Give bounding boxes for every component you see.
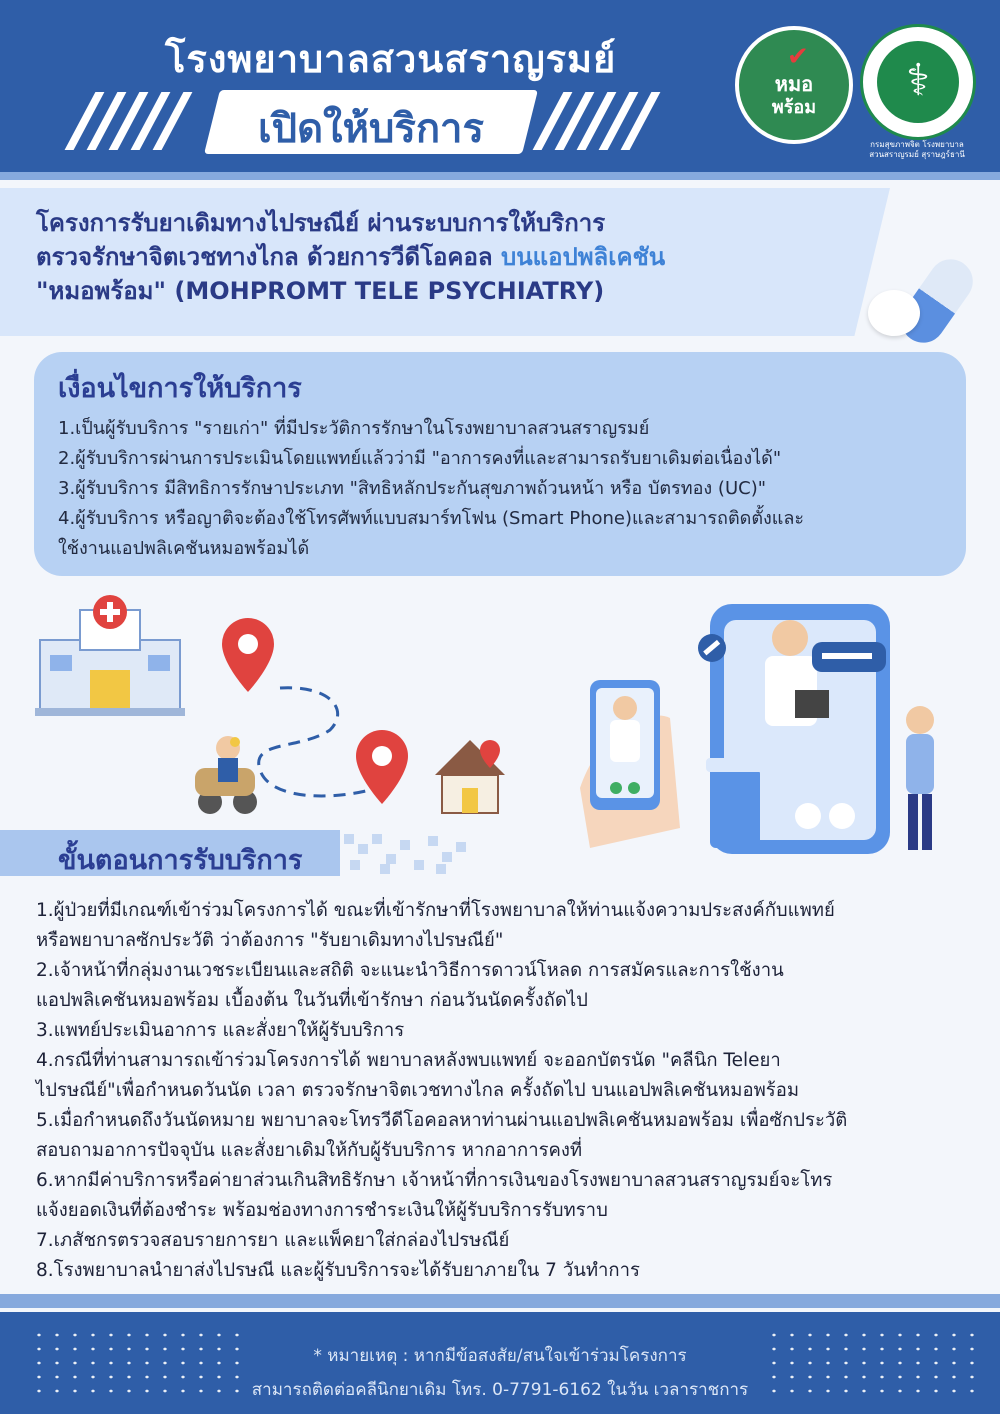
- step-item: 3.แพทย์ประเมินอาการ และสั่งยาให้ผู้รับบริการ: [36, 1020, 405, 1041]
- decor-dots-left: [30, 1328, 240, 1398]
- header-stripe: [0, 172, 1000, 180]
- condition-item: 2.ผู้รับบริการผ่านการประเมินโดยแพทย์แล้วว่ามี "อาการคงที่และสามารถรับยาเดิมต่อเนื่องได้": [58, 448, 782, 469]
- step-item: 7.เภสัชกรตรวจสอบรายการยา และแพ็คยาใส่กล่องไปรษณีย์: [36, 1230, 510, 1251]
- mohpromt-logo: [735, 26, 853, 144]
- delivery-scooter-icon: [195, 736, 257, 814]
- step-item: 1.ผู้ป่วยที่มีเกณฑ์เข้าร่วมโครงการได้ ขณะที่เข้ารักษาที่โรงพยาบาลให้ท่านแจ้งความประสงค์กับแพทย์: [36, 900, 835, 921]
- medicine-bottle-icon: [706, 758, 764, 848]
- hospital-icon: [35, 595, 185, 716]
- step-item: 4.กรณีที่ท่านสามารถเข้าร่วมโครงการได้ พยาบาลหลังพบแพทย์ จะออกบัตรนัด "คลีนิก Teleยา: [36, 1050, 781, 1071]
- step-item: แจ้งยอดเงินที่ต้องชำระ พร้อมช่องทางการชำระเงินให้ผู้รับบริการรับทราบ: [36, 1200, 608, 1221]
- steps-title: ขั้นตอนการรับบริการ: [58, 845, 303, 876]
- step-item: ไปรษณีย์"เพื่อกำหนดวันนัด เวลา ตรวจรักษาจิตเวชทางไกล ครั้งถัดไป บนแอปพลิเคชันหมอพร้อม: [36, 1080, 800, 1101]
- conditions-list: [58, 414, 948, 564]
- condition-item: 3.ผู้รับบริการ มีสิทธิการรักษาประเภท "สิทธิหลักประกันสุขภาพถ้วนหน้า หรือ บัตรทอง (UC)": [58, 478, 767, 499]
- condition-item: 1.เป็นผู้รับบริการ "รายเก่า" ที่มีประวัติการรักษาในโรงพยาบาลสวนสราญรมย์: [58, 418, 650, 439]
- footer-note: * หมายเหตุ : หากมีข้อสงสัย/สนใจเข้าร่วมโครงการ: [313, 1346, 687, 1366]
- project-title-part1: โครงการรับยาเดิมทางไปรษณีย์ ผ่านระบบการให้บริการ: [36, 209, 606, 237]
- decor-pixel-pattern: [340, 830, 470, 876]
- house-icon: [435, 740, 505, 813]
- step-item: แอปพลิเคชันหมอพร้อม เบื้องต้น ในวันที่เข้ารักษา ก่อนวันนัดครั้งถัดไป: [36, 990, 588, 1011]
- steps-list: [36, 896, 966, 1286]
- step-item: สอบถามอาการปัจจุบัน และสั่งยาเดิมให้กับผู้รับบริการ หากอาการคงที่: [36, 1140, 583, 1161]
- mohpromt-logo-line1: หมอ: [774, 72, 814, 96]
- ministry-public-health-logo: [860, 24, 976, 140]
- delivery-route-illustration: [30, 590, 550, 830]
- caduceus-icon: ⚕: [906, 55, 930, 106]
- condition-item: ใช้งานแอปพลิเคชันหมอพร้อมได้: [58, 538, 310, 559]
- step-item: 8.โรงพยาบาลนำยาส่งไปรษณี และผู้รับบริการจะได้รับยาภายใน 7 วันทำการ: [36, 1260, 640, 1281]
- project-title-part2: ตรวจรักษาจิตเวชทางไกล ด้วยการวีดีโอคอล: [36, 243, 501, 271]
- mohpromt-logo-line2: พร้อม: [771, 97, 817, 118]
- chat-bubble-icon: [812, 642, 886, 672]
- moph-caption: กรมสุขภาพจิต โรงพยาบาลสวนสราญรมย์ สุราษฎร์ธานี: [869, 140, 965, 159]
- open-service-label: เปิดให้บริการ: [258, 106, 484, 152]
- syringe-icon: [698, 634, 726, 662]
- decor-dots-right: [765, 1328, 975, 1398]
- footer-stripe: [0, 1294, 1000, 1308]
- project-title-part3: บนแอปพลิเคชัน: [500, 243, 666, 271]
- step-item: 2.เจ้าหน้าที่กลุ่มงานเวชระเบียนและสถิติ จะแนะนำวิธีการดาวน์โหลด การสมัครและการใช้งาน: [36, 960, 784, 981]
- hand-phone-icon: [580, 680, 680, 848]
- footer-contact: สามารถติดต่อคลีนิกยาเดิม โทร. 0-7791-6162 ในวัน เวลาราชการ: [251, 1380, 749, 1400]
- conditions-title: เงื่อนไขการให้บริการ: [58, 373, 302, 404]
- step-item: 5.เมื่อกำหนดถึงวันนัดหมาย พยาบาลจะโทรวีดีโอคอลหาท่านผ่านแอปพลิเคชันหมอพร้อม เพื่อซักประวัติ: [36, 1110, 848, 1131]
- nurse-figure-icon: [906, 706, 934, 850]
- check-icon: ✔: [787, 42, 809, 72]
- location-pin-icon: [222, 618, 274, 692]
- telemedicine-illustration: [560, 598, 980, 860]
- project-title: [36, 206, 836, 308]
- project-title-part4: "หมอพร้อม" (MOHPROMT TELE PSYCHIATRY): [36, 277, 605, 305]
- step-item: หรือพยาบาลซักประวัติ ว่าต้องการ "รับยาเดิมทางไปรษณีย์": [36, 930, 504, 951]
- hospital-name: โรงพยาบาลสวนสราญรมย์: [165, 37, 617, 81]
- pill-tablet-icon: [868, 290, 920, 336]
- condition-item: 4.ผู้รับบริการ หรือญาติจะต้องใช้โทรศัพท์แบบสมาร์ทโฟน (Smart Phone)และสามารถติดตั้งและ: [58, 508, 805, 529]
- step-item: 6.หากมีค่าบริการหรือค่ายาส่วนเกินสิทธิรักษา เจ้าหน้าที่การเงินของโรงพยาบาลสวนสราญรมย์จะโทร: [36, 1170, 833, 1191]
